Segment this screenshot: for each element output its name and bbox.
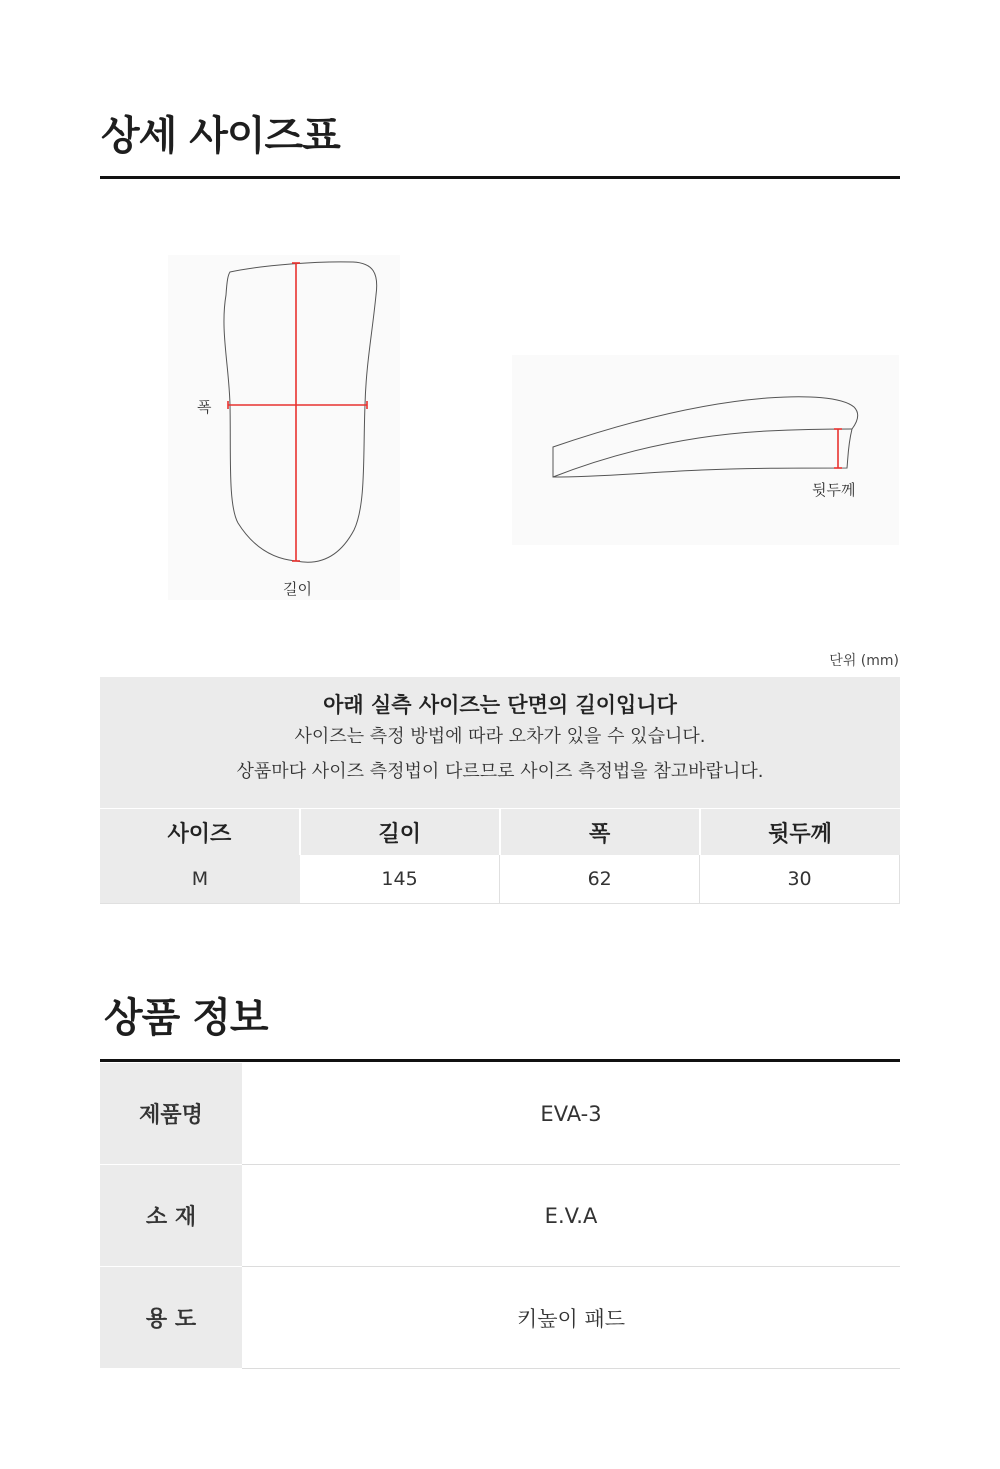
heel-thickness-label: 뒷두께 [812,481,856,499]
header-length: 길이 [300,809,500,856]
header-width: 폭 [500,809,700,856]
info-row-product-name [100,1063,900,1165]
header-heel-thickness: 뒷두께 [700,809,900,856]
product-info-table [100,1063,900,1369]
table-row [100,855,900,904]
cell-heel-thickness: 30 [700,855,900,904]
info-value-material: E.V.A [242,1165,900,1267]
info-section-rule [100,1059,900,1062]
size-section-rule [100,176,900,179]
notice-line-2: 상품마다 사이즈 측정법이 다르므로 사이즈 측정법을 참고바랍니다. [236,761,764,782]
cell-length: 145 [300,855,500,904]
notice-headline: 아래 실측 사이즈는 단면의 길이입니다 [323,693,677,717]
info-row-material [100,1165,900,1267]
cell-width: 62 [500,855,700,904]
header-size: 사이즈 [100,809,300,856]
info-section-title: 상품 정보 [104,995,268,1041]
info-label-material: 소 재 [100,1165,242,1267]
insole-top-view-diagram [168,255,400,600]
unit-note: 단위 (mm) [829,653,899,669]
size-section-title: 상세 사이즈표 [101,113,340,159]
size-notice [100,677,900,808]
insole-side-view-svg [512,355,899,545]
info-value-usage: 키높이 패드 [242,1267,900,1369]
size-table-block [100,677,900,904]
size-table-header-row [100,809,900,856]
info-label-product-name: 제품명 [100,1063,242,1165]
insole-top-view-svg [168,255,400,600]
cell-size: M [100,855,300,904]
info-label-usage: 용 도 [100,1267,242,1369]
length-label: 길이 [283,580,312,598]
info-value-product-name: EVA-3 [242,1063,900,1165]
info-row-usage [100,1267,900,1369]
size-table [100,808,900,904]
notice-line-1: 사이즈는 측정 방법에 따라 오차가 있을 수 있습니다. [294,726,706,747]
width-label: 폭 [197,398,212,416]
insole-side-view-diagram [512,355,899,545]
